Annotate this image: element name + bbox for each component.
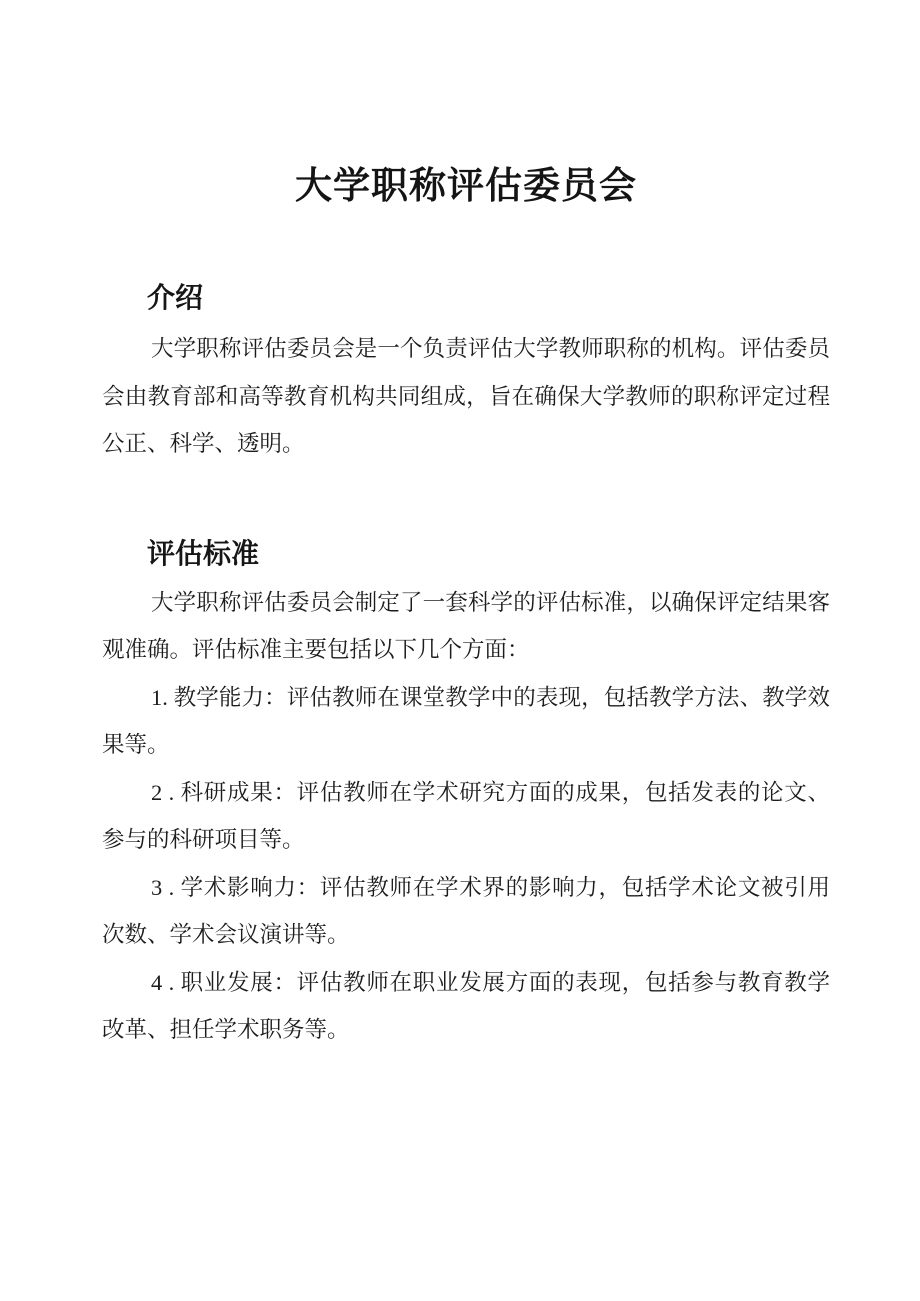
page-title: 大学职称评估委员会 bbox=[295, 165, 637, 206]
list-item-influence: 3 . 学术影响力：评估教师在学术界的影响力，包括学术论文被引用次数、学术会议演讲等。 bbox=[102, 874, 830, 947]
criteria-paragraph: 大学职称评估委员会制定了一套科学的评估标准，以确保评定结果客观准确。评估标准主要包括以下几个方面： bbox=[102, 589, 830, 662]
list-item-teaching: 1. 教学能力：评估教师在课堂教学中的表现，包括教学方法、教学效果等。 bbox=[102, 684, 830, 757]
section-heading-criteria: 评估标准 bbox=[147, 537, 260, 569]
section-heading-intro: 介绍 bbox=[147, 282, 204, 313]
list-item-career: 4 . 职业发展：评估教师在职业发展方面的表现，包括参与教育教学改革、担任学术职务等。 bbox=[102, 969, 830, 1042]
intro-paragraph: 大学职称评估委员会是一个负责评估大学教师职称的机构。评估委员会由教育部和高等教育机构共同组成，旨在确保大学教师的职称评定过程公正、科学、透明。 bbox=[102, 336, 830, 456]
list-item-research: 2 . 科研成果：评估教师在学术研究方面的成果，包括发表的论文、参与的科研项目等。 bbox=[102, 779, 830, 852]
